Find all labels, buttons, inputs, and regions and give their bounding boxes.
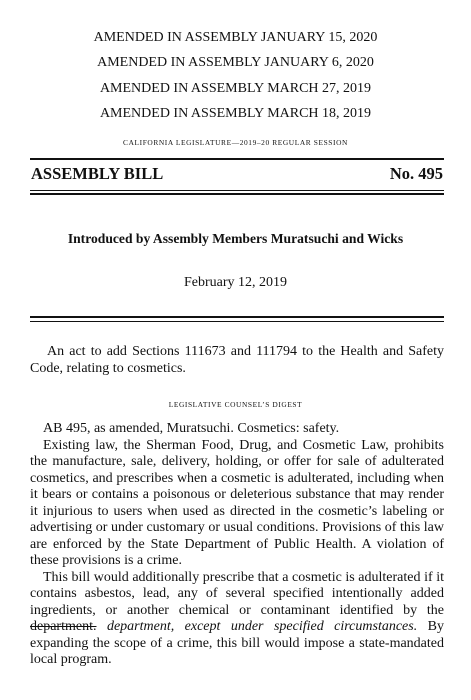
bill-rule-thin bbox=[30, 190, 444, 191]
digest-body bbox=[30, 421, 444, 669]
digest-paragraph bbox=[30, 570, 444, 669]
act-text: An act to add Sections 111673 and 111794 to the Health and Safety Code, relating to cosmetics. bbox=[30, 344, 444, 376]
deleted-text: department. bbox=[30, 619, 97, 634]
amendment-line: AMENDED IN ASSEMBLY JANUARY 15, 2020 bbox=[93, 30, 378, 45]
amendment-line: AMENDED IN ASSEMBLY MARCH 18, 2019 bbox=[99, 106, 372, 121]
digest-heading: LEGISLATIVE COUNSEL’S DIGEST bbox=[168, 400, 303, 409]
digest-text: By expanding the scope of a crime, this bill would impose a state-mandated local program. bbox=[30, 619, 445, 667]
amendment-line: AMENDED IN ASSEMBLY MARCH 27, 2019 bbox=[99, 81, 372, 96]
bill-number: No. 495 bbox=[389, 164, 443, 183]
separator-rule-thin bbox=[30, 321, 444, 322]
introduced-by: Introduced by Assembly Members Muratsuchi and Wicks bbox=[67, 231, 404, 246]
bill-header bbox=[31, 164, 443, 184]
introduced-date: February 12, 2019 bbox=[183, 275, 288, 290]
bill-type: ASSEMBLY BILL bbox=[31, 164, 164, 183]
top-rule bbox=[30, 158, 444, 160]
digest-title: AB 495, as amended, Muratsuchi. Cosmetics: safety. bbox=[43, 421, 340, 436]
separator-rule-thick bbox=[30, 316, 444, 318]
digest-text: This bill would additionally prescribe that a cosmetic is adulterated if it contains asbestos, lead, any of several specified intentionally added ingredients, or another chemical or contaminant identified by the bbox=[30, 569, 444, 618]
inserted-text: department, except under specified circumstances. bbox=[106, 619, 418, 634]
amendment-line: AMENDED IN ASSEMBLY JANUARY 6, 2020 bbox=[97, 55, 374, 70]
bill-rule-thick bbox=[30, 193, 444, 195]
act-title bbox=[30, 343, 444, 377]
digest-paragraph: Existing law, the Sherman Food, Drug, and Cosmetic Law, prohibits the manufacture, sale, delivery, holding, or offer for sale of adulterated cosmetics, and prescribes when a cosmetic is adulterated, including when it bears or contains a poisonous or deleterious substance that may render it injurious to users when used as directed in the cosmetic’s labeling or advertising or under customary or usual conditions. Provisions of this law are enforced by the State Department of Public Health. A violation of these provisions is a crime. bbox=[30, 437, 444, 568]
session-line: CALIFORNIA LEGISLATURE—2019–20 REGULAR SESSION bbox=[123, 138, 348, 147]
